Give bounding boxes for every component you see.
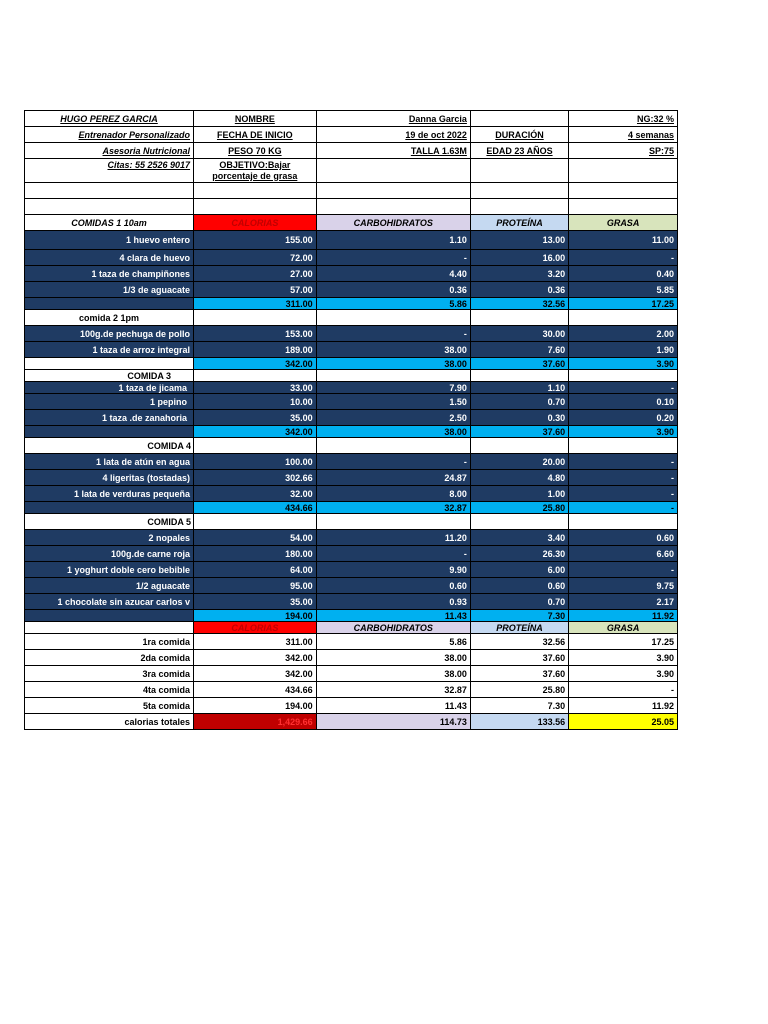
table-cell [25,502,194,514]
table-cell [316,514,470,530]
food-row [25,578,678,594]
table-cell: 2.00 [569,326,678,342]
table-cell: 32.56 [470,634,568,650]
food-row [25,546,678,562]
table-cell: 434.66 [194,682,317,698]
table-cell: 1/3 de aguacate [25,282,194,298]
table-cell: 16.00 [470,250,568,266]
table-cell [25,610,194,622]
meal4-subtotal-row [25,502,678,514]
table-cell: 11.92 [569,610,678,622]
age: EDAD 23 AÑOS [470,143,568,159]
table-cell [194,514,317,530]
table-cell: 35.00 [194,410,317,426]
food-row [25,562,678,578]
table-cell [470,438,568,454]
table-cell [316,370,470,382]
table-cell: 1 taza .de zanahoria [25,410,194,426]
summary-header-row [25,622,678,634]
empty-cell [470,159,568,183]
table-cell: 1 lata de verduras pequeña [25,486,194,502]
protein-header: PROTEÍNA [470,215,568,231]
table-cell: 0.36 [470,282,568,298]
table-cell: 1 taza de champiñones [25,266,194,282]
meal5-subtotal-row [25,610,678,622]
table-cell [25,199,194,215]
table-cell [25,298,194,310]
table-cell: 11.43 [316,610,470,622]
table-cell: 1 yoghurt doble cero bebible [25,562,194,578]
food-row [25,266,678,282]
table-cell: 38.00 [316,426,470,438]
table-cell: 2.50 [316,410,470,426]
table-cell: 1 huevo entero [25,231,194,250]
meal2-title-row [25,310,678,326]
nutrition-plan-table [24,110,678,730]
calories-header: CALORIAS [194,215,317,231]
table-cell [316,199,470,215]
table-cell [194,199,317,215]
table-cell: 54.00 [194,530,317,546]
table-cell [569,310,678,326]
fat-header: GRASA [569,215,678,231]
total-fat: 25.05 [569,714,678,730]
table-cell: 0.70 [470,594,568,610]
meal3-subtotal-row [25,426,678,438]
table-cell: 0.30 [470,410,568,426]
total-carbs: 114.73 [316,714,470,730]
table-cell [470,514,568,530]
table-cell: 100.00 [194,454,317,470]
header-row-4 [25,159,678,183]
table-cell: 2.17 [569,594,678,610]
total-label: calorias totales [25,714,194,730]
table-cell: 38.00 [316,666,470,682]
meal2-subtotal-row [25,358,678,370]
label-nombre: NOMBRE [194,111,317,127]
table-cell [25,358,194,370]
table-cell: 0.60 [569,530,678,546]
table-cell: 7.60 [470,342,568,358]
table-cell: 10.00 [194,394,317,410]
table-cell: 2da comida [25,650,194,666]
table-cell: - [316,546,470,562]
table-cell: - [316,326,470,342]
table-cell: 57.00 [194,282,317,298]
table-cell: 7.30 [470,610,568,622]
summary-calories-header: CALORIAS [194,622,317,634]
meal4-title-row [25,438,678,454]
table-cell: 6.60 [569,546,678,562]
table-cell: 0.70 [470,394,568,410]
blank-row [25,199,678,215]
table-cell: 3.20 [470,266,568,282]
client-name: Danna Garcia [316,111,470,127]
table-cell: 6.00 [470,562,568,578]
table-cell: 26.30 [470,546,568,562]
table-cell: - [569,470,678,486]
table-cell: 194.00 [194,698,317,714]
food-row [25,594,678,610]
food-row [25,470,678,486]
ng-value: NG:32 % [569,111,678,127]
table-cell: 0.36 [316,282,470,298]
table-cell: 11.00 [569,231,678,250]
table-cell: 0.93 [316,594,470,610]
table-cell: - [316,454,470,470]
label-duracion: DURACIÓN [470,127,568,143]
food-row [25,250,678,266]
table-cell: 38.00 [316,650,470,666]
table-cell: 27.00 [194,266,317,282]
table-cell: 0.60 [470,578,568,594]
table-cell [569,514,678,530]
table-cell: 32.87 [316,682,470,698]
height: TALLA 1.63M [316,143,470,159]
table-cell: 1.10 [470,382,568,394]
total-calories: 1,429.66 [194,714,317,730]
table-cell: 95.00 [194,578,317,594]
summary-row [25,650,678,666]
table-cell: 153.00 [194,326,317,342]
table-cell: 37.60 [470,426,568,438]
table-cell: 0.60 [316,578,470,594]
meal5-title: COMIDA 5 [25,514,194,530]
table-cell: 32.56 [470,298,568,310]
header-row-3 [25,143,678,159]
table-cell: 7.90 [316,382,470,394]
table-cell: 72.00 [194,250,317,266]
table-cell: 3.90 [569,426,678,438]
table-cell [316,438,470,454]
weight: PESO 70 KG [194,143,317,159]
table-cell: 32.87 [316,502,470,514]
meal3-title: COMIDA 3 [25,370,194,382]
food-row [25,530,678,546]
meal2-title: comida 2 1pm [25,310,194,326]
table-cell: 4 clara de huevo [25,250,194,266]
table-cell: 4.40 [316,266,470,282]
table-cell: 24.87 [316,470,470,486]
meal3-title-row [25,370,678,382]
table-cell: 3.90 [569,358,678,370]
food-row [25,410,678,426]
trainer-name: HUGO PEREZ GARCIA [25,111,194,127]
table-cell: - [569,382,678,394]
food-row [25,454,678,470]
summary-fat-header: GRASA [569,622,678,634]
empty-cell [569,159,678,183]
table-cell: 342.00 [194,666,317,682]
food-row [25,326,678,342]
table-cell: 9.90 [316,562,470,578]
total-row [25,714,678,730]
summary-row [25,698,678,714]
table-cell: 155.00 [194,231,317,250]
table-cell: 33.00 [194,382,317,394]
table-cell: 0.20 [569,410,678,426]
table-cell [25,622,194,634]
table-cell: 4 ligeritas (tostadas) [25,470,194,486]
table-cell [569,183,678,199]
table-cell: 5.86 [316,298,470,310]
table-cell: 342.00 [194,426,317,438]
table-cell: 3.90 [569,666,678,682]
table-cell: 38.00 [316,358,470,370]
service-type: Asesoria Nutricional [25,143,194,159]
label-fecha: FECHA DE INICIO [194,127,317,143]
meal1-title: COMIDAS 1 10am [25,215,194,231]
table-cell [25,426,194,438]
table-cell: 5.86 [316,634,470,650]
table-cell: 0.40 [569,266,678,282]
food-row [25,282,678,298]
table-cell: 64.00 [194,562,317,578]
table-cell: 100g.de pechuga de pollo [25,326,194,342]
table-cell: 30.00 [470,326,568,342]
food-row [25,231,678,250]
table-cell [316,310,470,326]
table-cell: 1 chocolate sin azucar carlos v [25,594,194,610]
table-cell: 3.90 [569,650,678,666]
table-cell [569,370,678,382]
sp-value: SP:75 [569,143,678,159]
table-cell [25,183,194,199]
table-cell [194,183,317,199]
table-cell: - [569,250,678,266]
table-cell [316,183,470,199]
table-cell: 37.60 [470,358,568,370]
table-cell: 7.30 [470,698,568,714]
table-cell: 8.00 [316,486,470,502]
summary-protein-header: PROTEÍNA [470,622,568,634]
table-cell: 13.00 [470,231,568,250]
table-cell: 194.00 [194,610,317,622]
table-cell: 1 taza de arroz integral [25,342,194,358]
trainer-title: Entrenador Personalizado [25,127,194,143]
duration-value: 4 semanas [569,127,678,143]
table-cell [470,183,568,199]
table-cell: 11.43 [316,698,470,714]
table-cell: 1ra comida [25,634,194,650]
table-cell: 342.00 [194,358,317,370]
table-cell [470,310,568,326]
table-cell: 38.00 [316,342,470,358]
table-cell [569,199,678,215]
table-cell: 1.00 [470,486,568,502]
table-cell: 311.00 [194,298,317,310]
table-cell: 20.00 [470,454,568,470]
table-cell: 342.00 [194,650,317,666]
table-cell: 37.60 [470,666,568,682]
table-cell: 17.25 [569,298,678,310]
food-row [25,342,678,358]
empty-cell [316,159,470,183]
table-cell: 1 lata de atún en agua [25,454,194,470]
table-cell: 11.20 [316,530,470,546]
table-cell: 1.90 [569,342,678,358]
table-cell [194,438,317,454]
table-cell: - [569,486,678,502]
table-cell: 189.00 [194,342,317,358]
table-cell [569,438,678,454]
table-cell: 180.00 [194,546,317,562]
table-cell: 1/2 aguacate [25,578,194,594]
food-row [25,394,678,410]
table-cell: 1.10 [316,231,470,250]
table-cell: 0.10 [569,394,678,410]
table-cell: 100g.de carne roja [25,546,194,562]
table-cell: - [569,562,678,578]
appointments-phone: Citas: 55 2526 9017 [25,159,194,183]
table-cell [194,370,317,382]
objective: OBJETIVO:Bajar porcentaje de grasa [194,159,317,183]
food-row [25,486,678,502]
table-cell: 5.85 [569,282,678,298]
table-cell: 11.92 [569,698,678,714]
table-cell: 3.40 [470,530,568,546]
table-cell: 37.60 [470,650,568,666]
table-cell: 4.80 [470,470,568,486]
table-cell: 25.80 [470,502,568,514]
table-cell: 4ta comida [25,682,194,698]
empty-cell [470,111,568,127]
table-cell: 302.66 [194,470,317,486]
table-cell [470,199,568,215]
table-cell: - [569,682,678,698]
meal4-title: COMIDA 4 [25,438,194,454]
table-cell: - [569,502,678,514]
meal5-title-row [25,514,678,530]
table-cell: 1.50 [316,394,470,410]
blank-row [25,183,678,199]
table-cell: - [569,454,678,470]
meal1-subtotal-row [25,298,678,310]
table-cell: 434.66 [194,502,317,514]
table-cell: 2 nopales [25,530,194,546]
header-row-2 [25,127,678,143]
summary-carbs-header: CARBOHIDRATOS [316,622,470,634]
table-cell: 311.00 [194,634,317,650]
table-cell: 9.75 [569,578,678,594]
table-cell [194,310,317,326]
summary-row [25,666,678,682]
table-cell: 5ta comida [25,698,194,714]
table-cell: 32.00 [194,486,317,502]
food-row [25,382,678,394]
table-cell: 1 taza de jicama [25,382,194,394]
table-cell [470,370,568,382]
header-row-1 [25,111,678,127]
total-protein: 133.56 [470,714,568,730]
carbs-header: CARBOHIDRATOS [316,215,470,231]
table-cell: 3ra comida [25,666,194,682]
table-cell: 1 pepino [25,394,194,410]
start-date: 19 de oct 2022 [316,127,470,143]
table-cell: 17.25 [569,634,678,650]
summary-row [25,682,678,698]
table-cell: 35.00 [194,594,317,610]
summary-row [25,634,678,650]
table-cell: 25.80 [470,682,568,698]
table-cell: - [316,250,470,266]
column-header-row [25,215,678,231]
